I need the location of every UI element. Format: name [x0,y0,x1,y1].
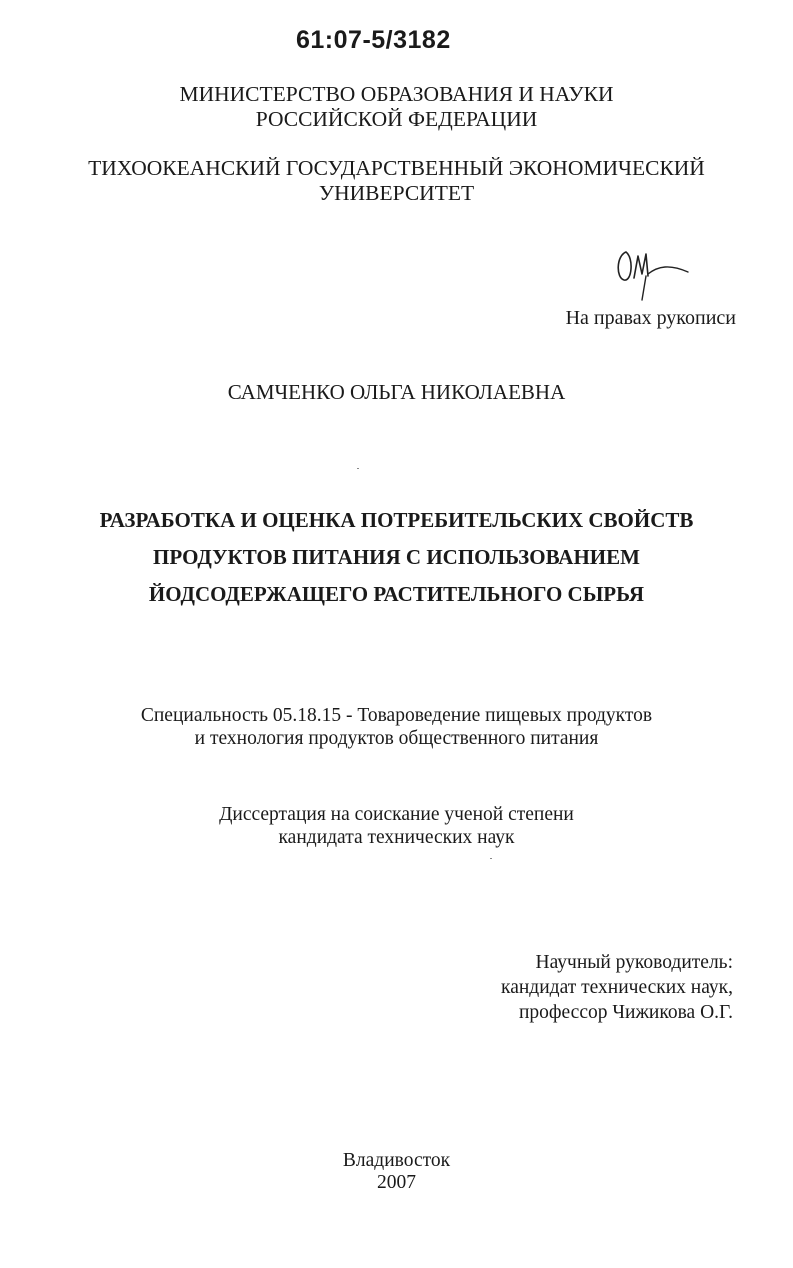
dissertation-title [0,502,793,613]
ministry-line-2: РОССИЙСКОЙ ФЕДЕРАЦИИ [255,107,538,131]
title-line-3: ЙОДСОДЕРЖАЩЕГО РАСТИТЕЛЬНОГО СЫРЬЯ [148,582,645,606]
archive-code: 61:07-5/3182 [296,26,451,54]
specialty-line-2: и технология продуктов общественного питания [194,728,599,749]
footer [0,1150,793,1194]
scan-speck [490,858,492,859]
supervisor-line-2: кандидат технических наук, [501,977,733,998]
university-heading [0,156,793,206]
ministry-heading [0,82,793,132]
ministry-line-1: МИНИСТЕРСТВО ОБРАЗОВАНИЯ И НАУКИ [179,82,614,106]
supervisor-block [501,950,733,1025]
degree-statement [0,803,793,849]
title-line-1: РАЗРАБОТКА И ОЦЕНКА ПОТРЕБИТЕЛЬСКИХ СВОЙСТВ [99,508,694,532]
degree-line-1: Диссертация на соискание ученой степени [219,804,574,825]
university-line-2: УНИВЕРСИТЕТ [318,181,475,205]
supervisor-line-3: профессор Чижикова О.Г. [518,1002,733,1023]
university-line-1: ТИХООКЕАНСКИЙ ГОСУДАРСТВЕННЫЙ ЭКОНОМИЧЕСКИЙ [88,156,705,180]
degree-line-2: кандидата технических наук [278,827,515,848]
footer-year: 2007 [377,1172,416,1193]
supervisor-line-1: Научный руководитель: [535,952,733,973]
manuscript-note: На правах рукописи [565,307,736,329]
handwritten-signature [612,244,692,302]
author-name: САМЧЕНКО ОЛЬГА НИКОЛАЕВНА [227,380,566,404]
footer-city: Владивосток [342,1150,451,1171]
specialty [0,704,793,750]
scan-speck [357,468,359,469]
specialty-line-1: Специальность 05.18.15 - Товароведение пищевых продуктов [140,705,653,726]
title-line-2: ПРОДУКТОВ ПИТАНИЯ С ИСПОЛЬЗОВАНИЕМ [153,545,640,569]
